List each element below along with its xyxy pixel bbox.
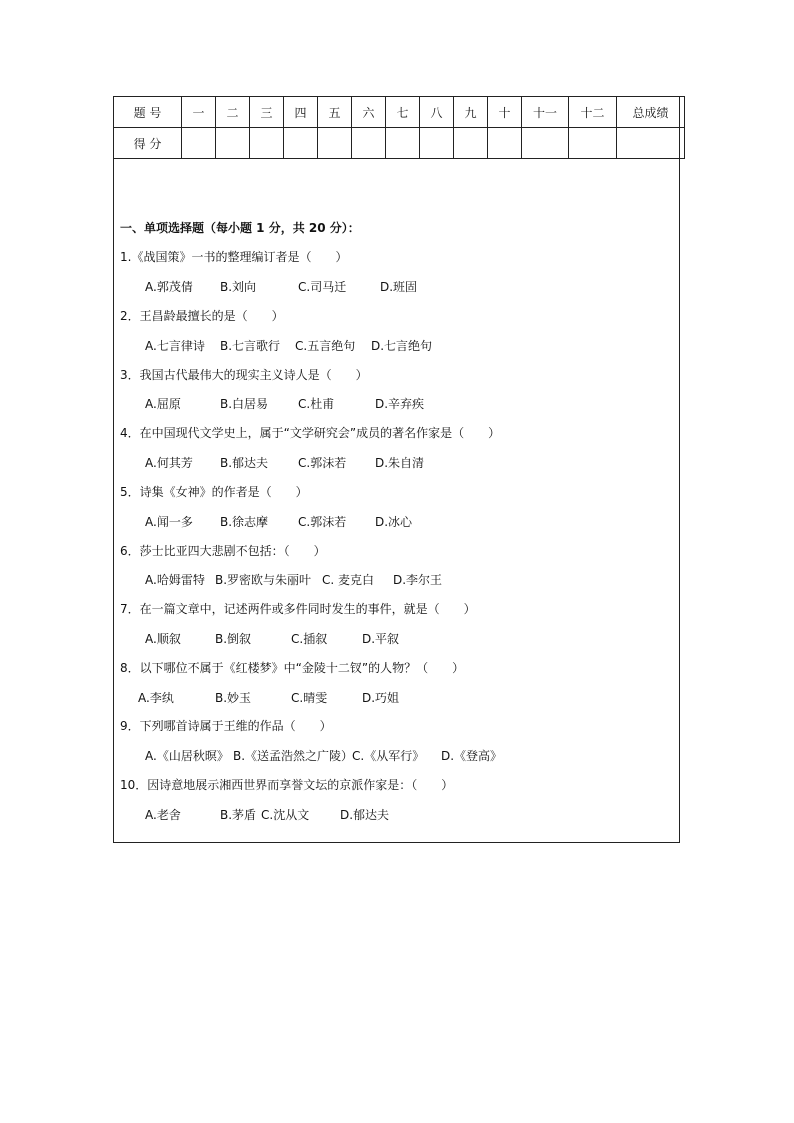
score-cell-total[interactable] <box>617 128 685 159</box>
option: A.《山居秋暝》 <box>145 749 229 763</box>
score-cell[interactable] <box>318 128 352 159</box>
option: D.郁达夫 <box>340 808 390 822</box>
question-stem: 1.《战国策》一书的整理编订者是（ ） <box>120 250 348 264</box>
option: A.何其芳 <box>145 456 193 470</box>
question-stem: 4．在中国现代文学史上，属于“文学研究会”成员的著名作家是（ ） <box>120 426 501 440</box>
option: B.七言歌行 <box>220 339 281 353</box>
score-cell[interactable] <box>522 128 569 159</box>
header-cell: 八 <box>420 97 454 128</box>
option: C.沈从文 <box>261 808 310 822</box>
option: B.罗密欧与朱丽叶 <box>215 573 312 587</box>
header-cell: 二 <box>216 97 250 128</box>
option: C.《从军行》 <box>352 749 425 763</box>
option: C.郭沫若 <box>298 515 347 529</box>
option: D.平叙 <box>362 632 400 646</box>
option: C.插叙 <box>291 632 328 646</box>
option: B.茅盾 <box>220 808 257 822</box>
question-stem: 8．以下哪位不属于《红楼梦》中“金陵十二钗”的人物？（ ） <box>120 661 465 675</box>
header-cell: 九 <box>454 97 488 128</box>
option: C.郭沫若 <box>298 456 347 470</box>
score-cell[interactable] <box>569 128 617 159</box>
option: D.班固 <box>380 280 418 294</box>
option: A.李纨 <box>138 691 174 705</box>
score-table <box>113 96 685 159</box>
score-cell[interactable] <box>386 128 420 159</box>
question-stem: 7．在一篇文章中，记述两件或多件同时发生的事件，就是（ ） <box>120 602 476 616</box>
option: C.五言绝句 <box>295 339 356 353</box>
score-cell[interactable] <box>284 128 318 159</box>
header-cell-total: 总成绩 <box>617 97 685 128</box>
score-value-row <box>114 128 685 159</box>
option: A.屈原 <box>145 397 181 411</box>
option: A.老舍 <box>145 808 181 822</box>
question-stem: 5．诗集《女神》的作者是（ ） <box>120 485 308 499</box>
option: D.辛弃疾 <box>375 397 425 411</box>
option: D.七言绝句 <box>371 339 433 353</box>
option: D.巧姐 <box>362 691 400 705</box>
option: D.李尔王 <box>393 573 443 587</box>
header-cell: 十 <box>488 97 522 128</box>
score-cell[interactable] <box>352 128 386 159</box>
option: C. 麦克白 <box>322 573 375 587</box>
option: A.七言律诗 <box>145 339 205 353</box>
option: D.朱自清 <box>375 456 425 470</box>
option: B.《送孟浩然之广陵） <box>233 749 354 763</box>
option: C.杜甫 <box>298 397 335 411</box>
score-cell[interactable] <box>182 128 216 159</box>
option: A.顺叙 <box>145 632 181 646</box>
question-stem: 9．下列哪首诗属于王维的作品（ ） <box>120 719 332 733</box>
header-cell: 七 <box>386 97 420 128</box>
option: B.倒叙 <box>215 632 252 646</box>
question-stem: 6．莎士比亚四大悲剧不包括：（ ） <box>120 544 326 558</box>
question-stem: 3．我国古代最伟大的现实主义诗人是（ ） <box>120 368 368 382</box>
header-cell: 六 <box>352 97 386 128</box>
header-cell: 一 <box>182 97 216 128</box>
score-header-row <box>114 97 685 128</box>
option: D.《登高》 <box>441 749 503 763</box>
question-stem: 10．因诗意地展示湘西世界而享誉文坛的京派作家是：（ ） <box>120 778 454 792</box>
header-cell: 十二 <box>569 97 617 128</box>
option: B.白居易 <box>220 397 269 411</box>
option: B.徐志摩 <box>220 515 269 529</box>
option: A.闻一多 <box>145 515 193 529</box>
score-cell[interactable] <box>420 128 454 159</box>
score-row-label: 得 分 <box>114 128 182 159</box>
option: C.司马迁 <box>298 280 347 294</box>
header-cell: 三 <box>250 97 284 128</box>
score-cell[interactable] <box>454 128 488 159</box>
header-cell: 十一 <box>522 97 569 128</box>
header-cell: 五 <box>318 97 352 128</box>
header-cell-label: 题 号 <box>114 97 182 128</box>
score-cell[interactable] <box>216 128 250 159</box>
score-cell[interactable] <box>250 128 284 159</box>
header-cell: 四 <box>284 97 318 128</box>
option: D.冰心 <box>375 515 413 529</box>
score-cell[interactable] <box>488 128 522 159</box>
option: B.妙玉 <box>215 691 252 705</box>
option: B.刘向 <box>220 280 257 294</box>
option: A.哈姆雷特 <box>145 573 205 587</box>
option: B.郁达夫 <box>220 456 269 470</box>
exam-sheet <box>113 96 680 843</box>
question-stem: 2．王昌龄最擅长的是（ ） <box>120 309 284 323</box>
option: C.晴雯 <box>291 691 328 705</box>
option: A.郭茂倩 <box>145 280 193 294</box>
section-title: 一、单项选择题（每小题 1 分，共 20 分）： <box>120 221 360 235</box>
